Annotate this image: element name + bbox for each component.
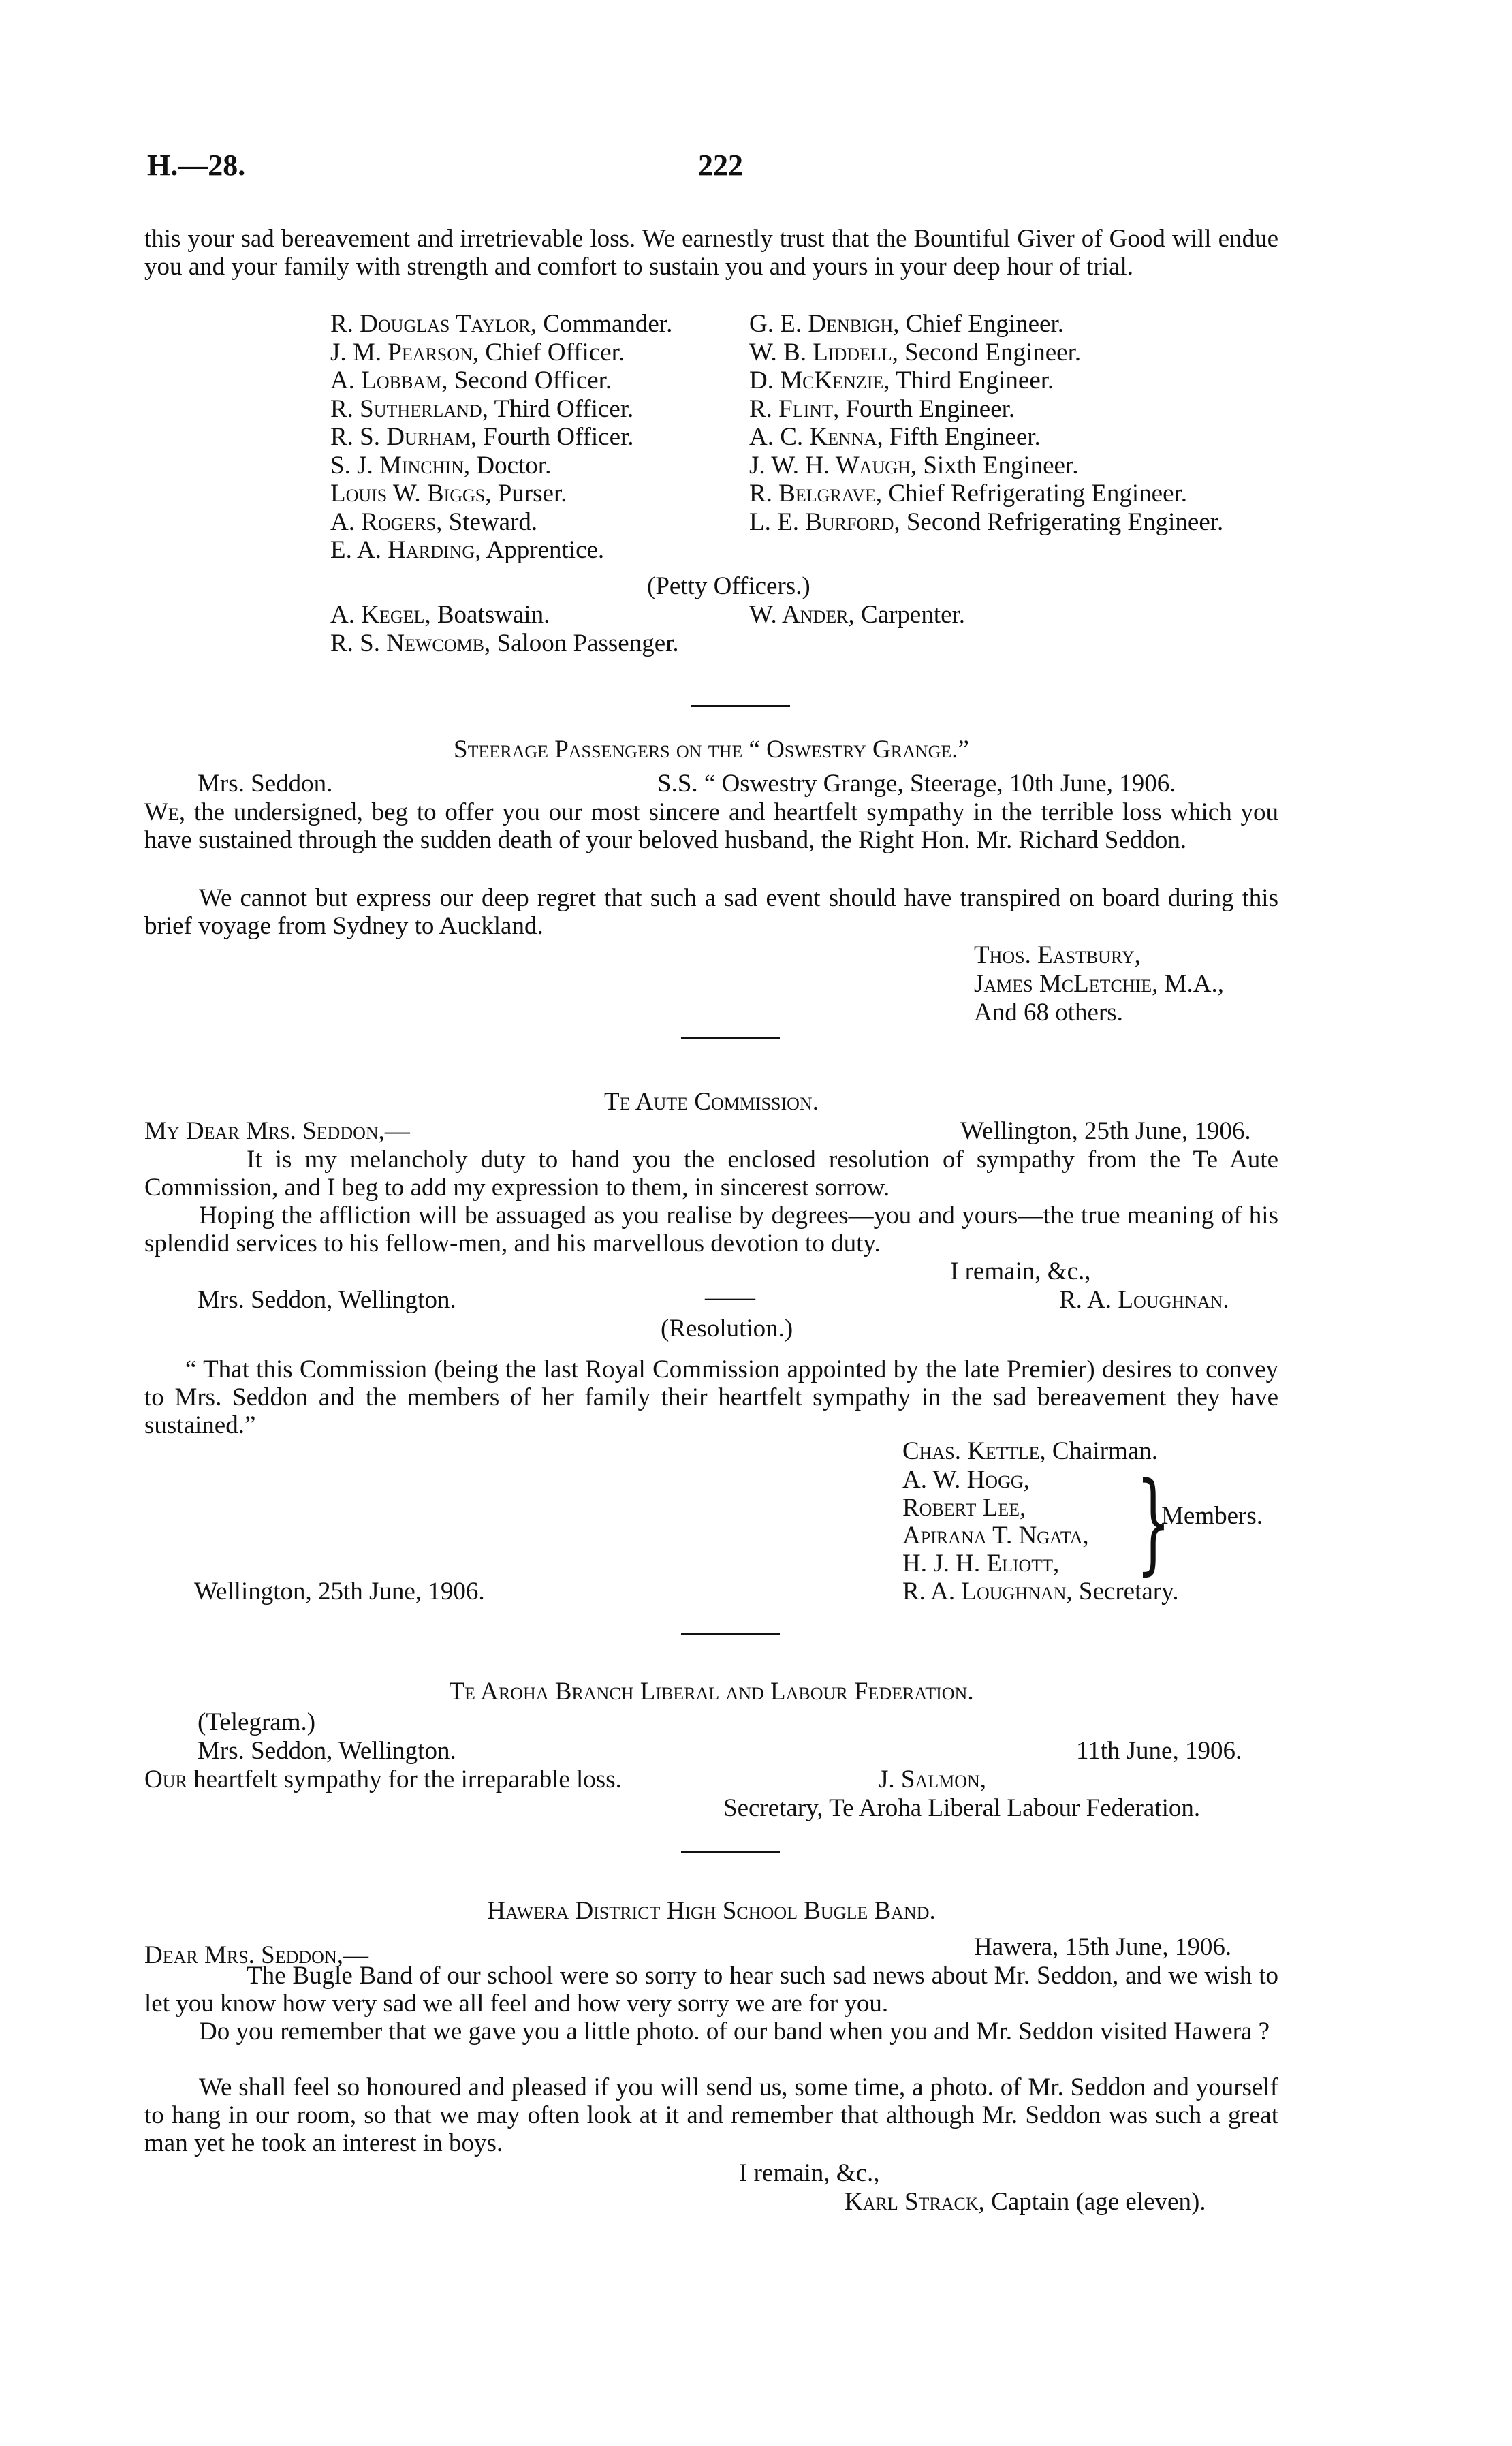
te-aute-dateline: Wellington, 25th June, 1906.: [960, 1117, 1251, 1145]
secretary: R. A. Loughnan, Secretary.: [902, 1578, 1179, 1605]
steerage-dateline: S.S. “ Oswestry Grange, Steerage, 10th June, 1906.: [657, 770, 1176, 798]
te-aute-paragraph-2: Hoping the affliction will be assuaged as you realise by degrees—you and yours—the true meaning of his splendid services to his fellow-men, and his marvellous devotion to duty.: [144, 1202, 1278, 1257]
signatory: S. J. Minchin, Doctor.: [330, 451, 552, 480]
telegram-label: (Telegram.): [198, 1708, 316, 1736]
signatory: R. Douglas Taylor, Commander.: [330, 310, 673, 338]
signatory: Thos. Eastbury,: [974, 941, 1141, 969]
steerage-addressee: Mrs. Seddon.: [198, 770, 333, 798]
hawera-dateline: Hawera, 15th June, 1906.: [974, 1933, 1232, 1961]
signatory: E. A. Harding, Apprentice.: [330, 536, 605, 564]
signatory: R. Sutherland, Third Officer.: [330, 394, 634, 423]
steerage-paragraph-1: We, the undersigned, beg to offer you our most sincere and heartfelt sympathy in the terrible loss which you have sustained through the sudden death of your beloved husband, the Right Hon. Mr. Richard Seddon.: [144, 798, 1278, 854]
signatory: J. W. H. Waugh, Sixth Engineer.: [749, 451, 1079, 480]
petty-officers-left: [330, 601, 679, 658]
petty-officers-right: [749, 601, 965, 629]
te-aute-dash: ——: [705, 1283, 755, 1311]
hawera-signer: Karl Strack, Captain (age eleven).: [845, 2188, 1206, 2216]
section-divider: [681, 1633, 780, 1635]
steerage-signatures: [974, 941, 1224, 1027]
signatory: L. E. Burford, Second Refrigerating Engineer.: [749, 507, 1224, 536]
signatory: W. Ander, Carpenter.: [749, 601, 966, 629]
resolution-heading: (Resolution.): [661, 1315, 793, 1343]
signatory: A. Rogers, Steward.: [330, 507, 538, 536]
te-aute-salutation: My Dear Mrs. Seddon,—: [144, 1117, 410, 1145]
signatory: R. S. Durham, Fourth Officer.: [330, 423, 634, 451]
te-aute-closing: I remain, &c.,: [950, 1257, 1091, 1285]
member: H. J. H. Eliott,: [902, 1550, 1060, 1578]
signatory: R. S. Newcomb, Saloon Passenger.: [330, 629, 679, 657]
te-aroha-signer-title: Secretary, Te Aroha Liberal Labour Federation.: [723, 1794, 1201, 1822]
te-aroha-date: 11th June, 1906.: [1076, 1737, 1242, 1765]
hawera-closing: I remain, &c.,: [739, 2159, 880, 2187]
members-brace: }: [1136, 1458, 1171, 1586]
signatory: W. B. Liddell, Second Engineer.: [749, 338, 1082, 366]
hawera-paragraph-2: Do you remember that we gave you a little photo. of our band when you and Mr. Seddon visited Hawera ?: [199, 2018, 1270, 2045]
signatory: A. Lobbam, Second Officer.: [330, 366, 612, 394]
section-heading-te-aute: Te Aute Commission.: [604, 1088, 819, 1116]
hawera-salutation: Dear Mrs. Seddon,—: [144, 1941, 368, 1969]
signatory: Louis W. Biggs, Purser.: [330, 480, 567, 507]
resolution-text: “ That this Commission (being the last Royal Commission appointed by the late Premier) desires to convey to Mrs. Seddon and the members of her family their heartfelt sympathy in the sad bereavement they have sustained.”: [144, 1355, 1278, 1439]
steerage-paragraph-2: We cannot but express our deep regret that such a sad event should have transpired on board during this brief voyage from Sydney to Auckland.: [144, 884, 1278, 940]
te-aute-paragraph-1: It is my melancholy duty to hand you the enclosed resolution of sympathy from the Te Aute Commission, and I beg to add my expression to them, in sincerest sorrow.: [144, 1146, 1278, 1202]
hawera-paragraph-3: We shall feel so honoured and pleased if you will send us, some time, a photo. of Mr. Seddon and yourself to hang in our room, so that we may often look at it and remember that although Mr. Seddon was such a great man yet he took an interest in boys.: [144, 2073, 1278, 2157]
signatory: R. Belgrave, Chief Refrigerating Engineer.: [749, 480, 1188, 507]
crew-signatories-left: [330, 310, 672, 565]
section-heading-hawera: Hawera District High School Bugle Band.: [487, 1897, 936, 1925]
signatory: R. Flint, Fourth Engineer.: [749, 394, 1015, 423]
document-reference: H.—28.: [147, 148, 246, 182]
signatory: James McLetchie, M.A.,: [974, 970, 1225, 998]
member: A. W. Hogg,: [902, 1466, 1030, 1494]
te-aroha-signer: J. Salmon,: [879, 1766, 987, 1793]
te-aroha-message: Our heartfelt sympathy for the irreparable loss.: [144, 1766, 622, 1793]
te-aute-signer: R. A. Loughnan.: [1059, 1286, 1229, 1314]
signatory: And 68 others.: [974, 999, 1123, 1026]
member: Robert Lee,: [902, 1494, 1026, 1522]
members-label: Members.: [1161, 1502, 1263, 1530]
signatory: G. E. Denbigh, Chief Engineer.: [749, 310, 1064, 338]
hawera-paragraph-1: The Bugle Band of our school were so sorry to hear such sad news about Mr. Seddon, and we wish to let you know how very sad we all feel and how very sorry we are for you.: [144, 1962, 1278, 2018]
signatory: A. C. Kenna, Fifth Engineer.: [749, 423, 1041, 451]
section-divider: [691, 705, 790, 707]
section-divider: [681, 1037, 780, 1039]
signatory: A. Kegel, Boatswain.: [330, 601, 550, 629]
petty-officers-heading: (Petty Officers.): [647, 572, 810, 600]
commission-members: [902, 1466, 1089, 1578]
crew-signatories-right: [749, 310, 1223, 536]
crew-letter-closing: this your sad bereavement and irretrievable loss. We earnestly trust that the Bountiful Giver of Good will endue you and your family with strength and comfort to sustain you and yours in your deep hour of trial.: [144, 225, 1278, 281]
te-aute-addressee: Mrs. Seddon, Wellington.: [198, 1286, 456, 1314]
signatory: J. M. Pearson, Chief Officer.: [330, 338, 625, 366]
signatory: D. McKenzie, Third Engineer.: [749, 366, 1054, 394]
section-divider: [681, 1851, 780, 1853]
te-aroha-addressee: Mrs. Seddon, Wellington.: [198, 1737, 456, 1765]
section-heading-te-aroha: Te Aroha Branch Liberal and Labour Federation.: [449, 1678, 974, 1706]
page-number: 222: [698, 148, 743, 182]
section-heading-steerage: Steerage Passengers on the “ Oswestry Grange.”: [454, 736, 969, 764]
member: Apirana T. Ngata,: [902, 1522, 1089, 1550]
te-aute-place-date: Wellington, 25th June, 1906.: [194, 1578, 485, 1605]
chairman: Chas. Kettle, Chairman.: [902, 1437, 1158, 1465]
